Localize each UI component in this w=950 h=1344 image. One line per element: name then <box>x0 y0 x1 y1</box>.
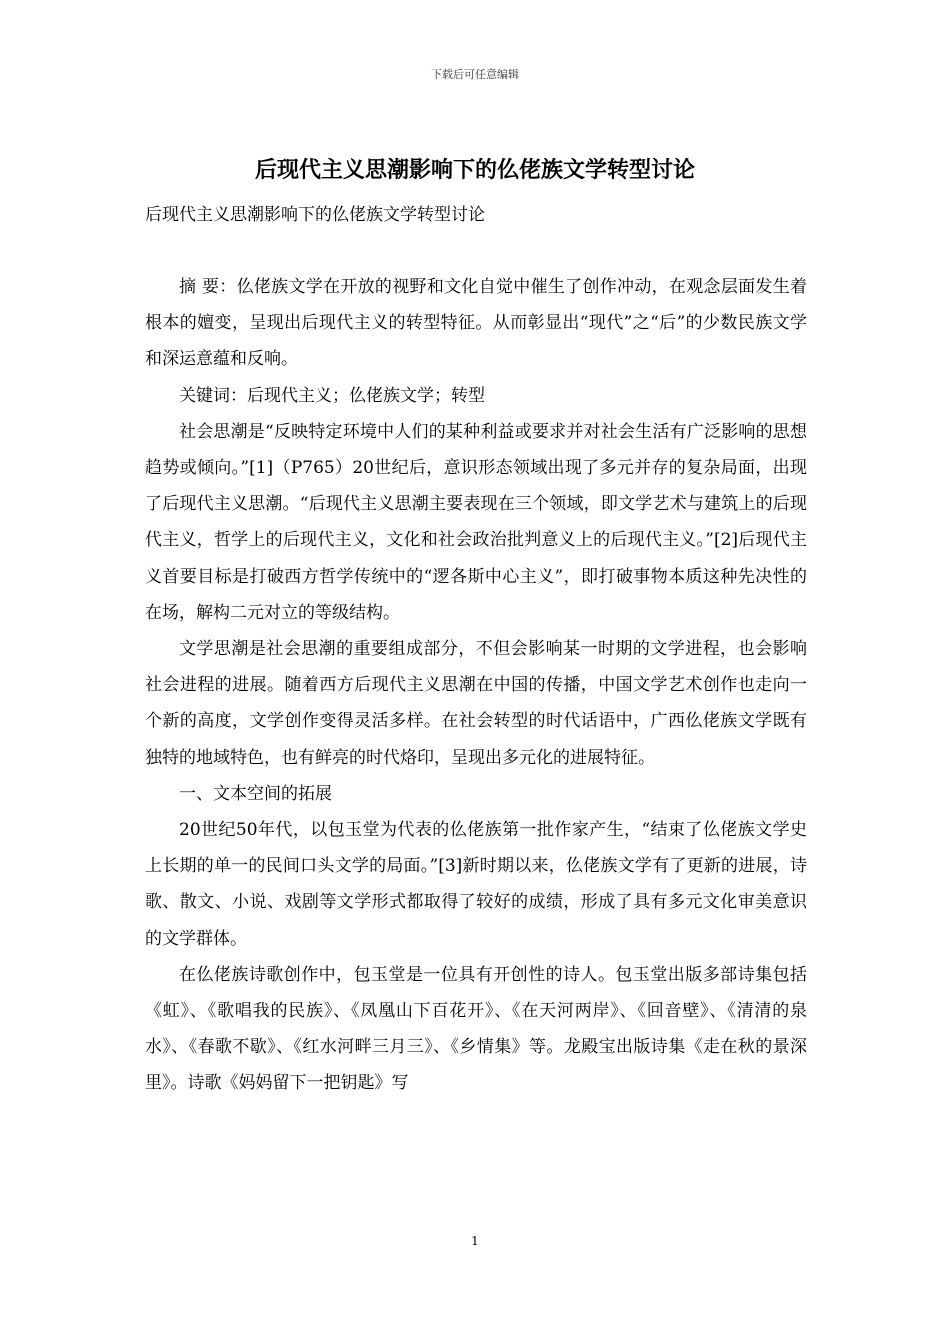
abstract-paragraph: 摘 要：仫佬族文学在开放的视野和文化自觉中催生了创作冲动，在观念层面发生着根本的嬗变，呈现出后现代主义的转型特征。从而彰显出“现代”之“后”的少数民族文学和深运意蕴和反响。 <box>145 277 807 370</box>
document-title: 后现代主义思潮影响下的仫佬族文学转型讨论 <box>254 157 695 183</box>
body-paragraph: 文学思潮是社会思潮的重要组成部分，不但会影响某一时期的文学进程，也会影响社会进程的进展。随着西方后现代主义思潮在中国的传播，中国文学艺术创作也走向一个新的高度，文学创作变得灵活多样。在社会转型的时代话语中，广西仫佬族文学既有独特的地域特色，也有鲜亮的时代烙印，呈现出多元化的进展特征。 <box>145 639 807 768</box>
body-paragraph: 社会思潮是“反映特定环境中人们的某种利益或要求并对社会生活有广泛影响的思想趋势或倾向。”[1]（P765）20世纪后，意识形态领域出现了多元并存的复杂局面，出现了后现代主义思潮。“后现代主义思潮主要表现在三个领域，即文学艺术与建筑上的后现代主义，哲学上的后现代主义，文化和社会政治批判意义上的后现代主义。”[2]后现代主义首要目标是打破西方哲学传统中的“逻各斯中心主义”，即打破事物本质这种先决性的在场，解构二元对立的等级结构。 <box>145 421 807 623</box>
keywords-paragraph: 关键词：后现代主义；仫佬族文学；转型 <box>179 385 485 406</box>
document-subtitle: 后现代主义思潮影响下的仫佬族文学转型讨论 <box>145 205 485 225</box>
section-heading: 一、文本空间的拓展 <box>179 783 332 804</box>
document-body <box>145 269 807 1102</box>
page-number: 1 <box>471 1234 479 1248</box>
body-paragraph: 在仫佬族诗歌创作中，包玉堂是一位具有开创性的诗人。包玉堂出版多部诗集包括《虹》、《歌唱我的民族》、《凤凰山下百花开》、《在天河两岸》、《回音壁》、《清清的泉水》、《春歌不歇》、《红水河畔三月三》、《乡情集》等。龙殿宝出版诗集《走在秋的景深里》。诗歌《妈妈留下一把钥匙》写 <box>145 964 807 1094</box>
body-paragraph: 20世纪50年代，以包玉堂为代表的仫佬族第一批作家产生，“结束了仫佬族文学史上长期的单一的民间口头文学的局面。”[3]新时期以来，仫佬族文学有了更新的进展，诗歌、散文、小说、戏剧等文学形式都取得了较好的成绩，形成了具有多元文化审美意识的文学群体。 <box>145 820 807 949</box>
page-header-note: 下载后可任意编辑 <box>431 68 519 81</box>
